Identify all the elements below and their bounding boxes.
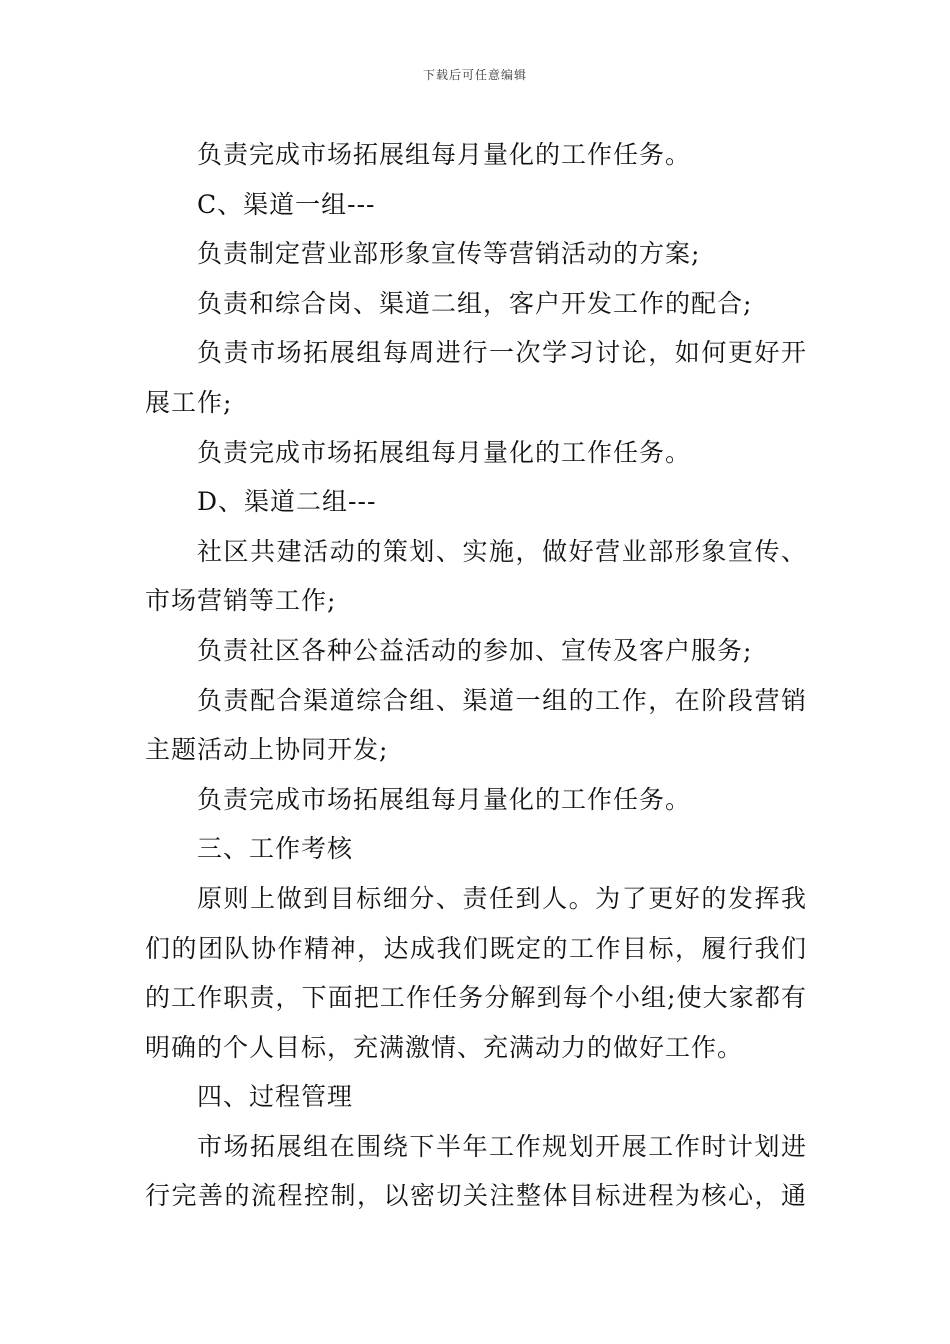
paragraph: 原则上做到目标细分、责任到人。为了更好的发挥我们的团队协作精神，达成我们既定的工作目标，履行我们的工作职责，下面把工作任务分解到每个小组;使大家都有明确的个人目标，充满激情、充满动力的做好工作。 <box>145 883 807 1062</box>
paragraph: 负责和综合岗、渠道二组，客户开发工作的配合; <box>197 288 753 318</box>
paragraph: 负责社区各种公益活动的参加、宣传及客户服务; <box>197 635 753 665</box>
paragraph: 负责配合渠道综合组、渠道一组的工作，在阶段营销主题活动上协同开发; <box>145 685 807 765</box>
paragraph: 负责完成市场拓展组每月量化的工作任务。 <box>197 784 692 814</box>
section-heading: 三、工作考核 <box>197 834 354 864</box>
paragraph: 社区共建活动的策划、实施，做好营业部形象宣传、市场营销等工作; <box>145 536 807 616</box>
paragraph: 负责制定营业部形象宣传等营销活动的方案; <box>197 239 701 269</box>
section-heading: C、渠道一组--- <box>197 189 376 219</box>
page-header-note: 下载后可任意编辑 <box>422 68 527 82</box>
section-heading: 四、过程管理 <box>197 1082 354 1112</box>
section-heading: D、渠道二组--- <box>197 487 377 517</box>
paragraph: 市场拓展组在围绕下半年工作规划开展工作时计划进行完善的流程控制，以密切关注整体目标进程为核心，通 <box>145 1131 807 1211</box>
paragraph: 负责完成市场拓展组每月量化的工作任务。 <box>197 437 692 467</box>
paragraph: 负责完成市场拓展组每月量化的工作任务。 <box>197 140 692 169</box>
paragraph: 负责市场拓展组每周进行一次学习讨论，如何更好开展工作; <box>145 338 807 417</box>
document-body <box>145 130 807 1221</box>
